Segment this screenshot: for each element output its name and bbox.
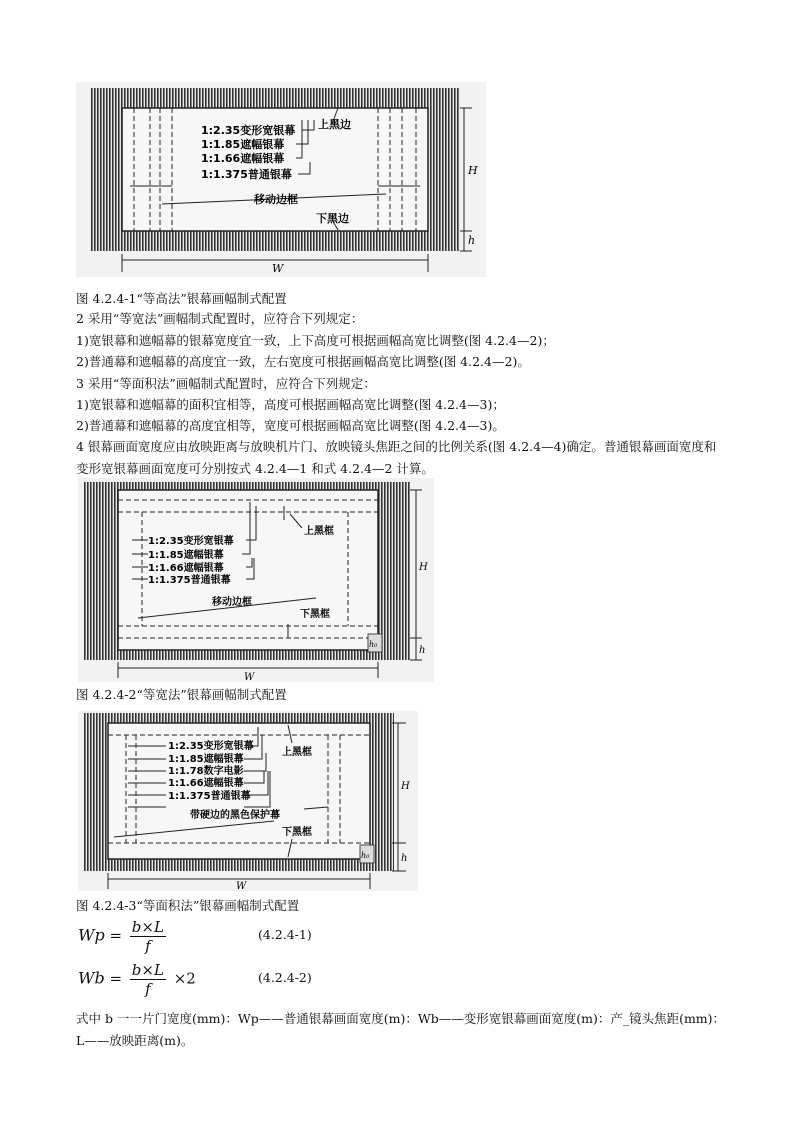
figure-3 [78, 711, 418, 891]
formula-2-numerator: b×L [131, 961, 164, 979]
paragraph-5: 1)宽银幕和遮幅幕的面积宜相等，高度可根据画幅高宽比调整(图 4.2.4—3)； [76, 397, 505, 412]
figure-2-dim-h0: h₀ [369, 640, 378, 649]
formula-1-number: (4.2.4-1) [258, 927, 312, 942]
figure-1 [76, 82, 486, 277]
figure-2-bottom-border: 下黑框 [300, 609, 330, 620]
formula-2: Wb = $\frac{b\times L}{f}$ ×2 [78, 961, 196, 998]
figure-3-label-1375: 1:1.375普通银幕 [168, 791, 251, 802]
figure-1-bottom-border: 下黑边 [316, 212, 349, 225]
formula-2-fraction [130, 961, 166, 998]
figure-2-dim-h: h [419, 645, 426, 656]
figure-2-label-235: 1:2.35变形宽银幕 [148, 536, 234, 547]
figure-2-label-185: 1:1.85遮幅银幕 [148, 550, 224, 561]
figure-1-label-185: 1:1.85遮幅银幕 [201, 138, 285, 151]
figure-3-label-235: 1:2.35变形宽银幕 [168, 741, 254, 752]
figure-1-top-border: 上黑边 [318, 118, 351, 131]
figure-2-dim-W: W [244, 672, 255, 682]
formula-2-number: (4.2.4-2) [258, 970, 312, 985]
figure-1-dim-W: W [272, 262, 284, 275]
figure-3-label-166: 1:1.66遮幅银幕 [168, 778, 244, 789]
figure-3-label-185: 1:1.85遮幅银幕 [168, 754, 244, 765]
figure-3-dim-h0: h₀ [361, 851, 370, 860]
formula-2-denominator: f [145, 980, 151, 998]
formula-1: Wp = $\frac{b\times L}{f}$ [78, 918, 164, 955]
figure-1-dim-h: h [468, 234, 476, 247]
figure-3-caption: 图 4.2.4-3“等面积法”银幕画幅制式配置 [76, 898, 300, 913]
figure-3-moving-frame: 带硬边的黑色保护幕 [190, 810, 280, 821]
figure-3-dim-h: h [401, 853, 408, 864]
figure-1-label-166: 1:1.66遮幅银幕 [201, 152, 285, 165]
figure-2-top-border: 上黑框 [304, 526, 334, 537]
formula-1-lhs: Wp [78, 925, 105, 945]
figure-1-moving-frame: 移动边框 [254, 193, 298, 206]
figure-1-label-235: 1:2.35变形宽银幕 [201, 124, 296, 137]
figure-2-caption: 图 4.2.4-2“等宽法”银幕画幅制式配置 [76, 687, 287, 702]
formula-1-numerator: b×L [131, 918, 164, 936]
figure-2-label-166: 1:1.66遮幅银幕 [148, 563, 224, 574]
figure-2-dim-H: H [419, 562, 428, 573]
paragraph-6: 2)普通幕和遮幅幕的高度宜相等，宽度可根据画幅高宽比调整(图 4.2.4—3)。 [76, 418, 505, 433]
figure-1-dim-H: H [468, 164, 478, 177]
figure-3-dim-H: H [401, 781, 410, 792]
formula-1-fraction [130, 918, 166, 955]
paragraph-2: 1)宽银幕和遮幅幕的银幕宽度宜一致，上下高度可根据画幅高宽比调整(图 4.2.4—2)； [76, 333, 555, 348]
figure-3-bottom-border: 下黑框 [282, 827, 312, 838]
figure-2-moving-frame: 移动边框 [212, 597, 252, 608]
paragraph-8: 式中 b 一一片门宽度(mm)：Wp——普通银幕画面宽度(m)：Wb——变形宽银幕画面宽度(m)：产_镜头焦距(mm)：L——放映距离(m)。 [76, 1011, 726, 1048]
paragraph-7: 4 银幕画面宽度应由放映距离与放映机片门、放映镜头焦距之间的比例关系(图 4.2.4—4)确定。普通银幕画面宽度和变形宽银幕画面宽度可分别按式 4.2.4—1 和式 4.2.4—2 计算。 [76, 439, 717, 476]
figure-3-label-178: 1:1.78数字电影 [168, 766, 244, 777]
figure-2 [78, 478, 434, 682]
formula-2-lhs: Wb [78, 968, 105, 988]
paragraph-3: 2)普通幕和遮幅幕的高度宜一致，左右宽度可根据画幅高宽比调整(图 4.2.4—2)。 [76, 354, 530, 369]
formula-2-suffix: ×2 [173, 969, 196, 988]
figure-3-dim-W: W [236, 881, 247, 891]
figure-1-label-1375: 1:1.375普通银幕 [201, 168, 292, 181]
figure-1-caption: 图 4.2.4-1“等高法”银幕画幅制式配置 [76, 291, 287, 306]
figure-1-diagram [76, 82, 486, 277]
paragraph-4: 3 采用“等面积法”画幅制式配置时，应符合下列规定： [76, 376, 376, 391]
figure-3-diagram [78, 711, 418, 891]
paragraph-1: 2 采用“等宽法”画幅制式配置时，应符合下列规定： [76, 311, 364, 326]
figure-2-label-1375: 1:1.375普通银幕 [148, 575, 231, 586]
figure-2-diagram [78, 478, 434, 682]
figure-3-top-border: 上黑框 [282, 747, 312, 758]
formula-1-denominator: f [145, 937, 151, 955]
